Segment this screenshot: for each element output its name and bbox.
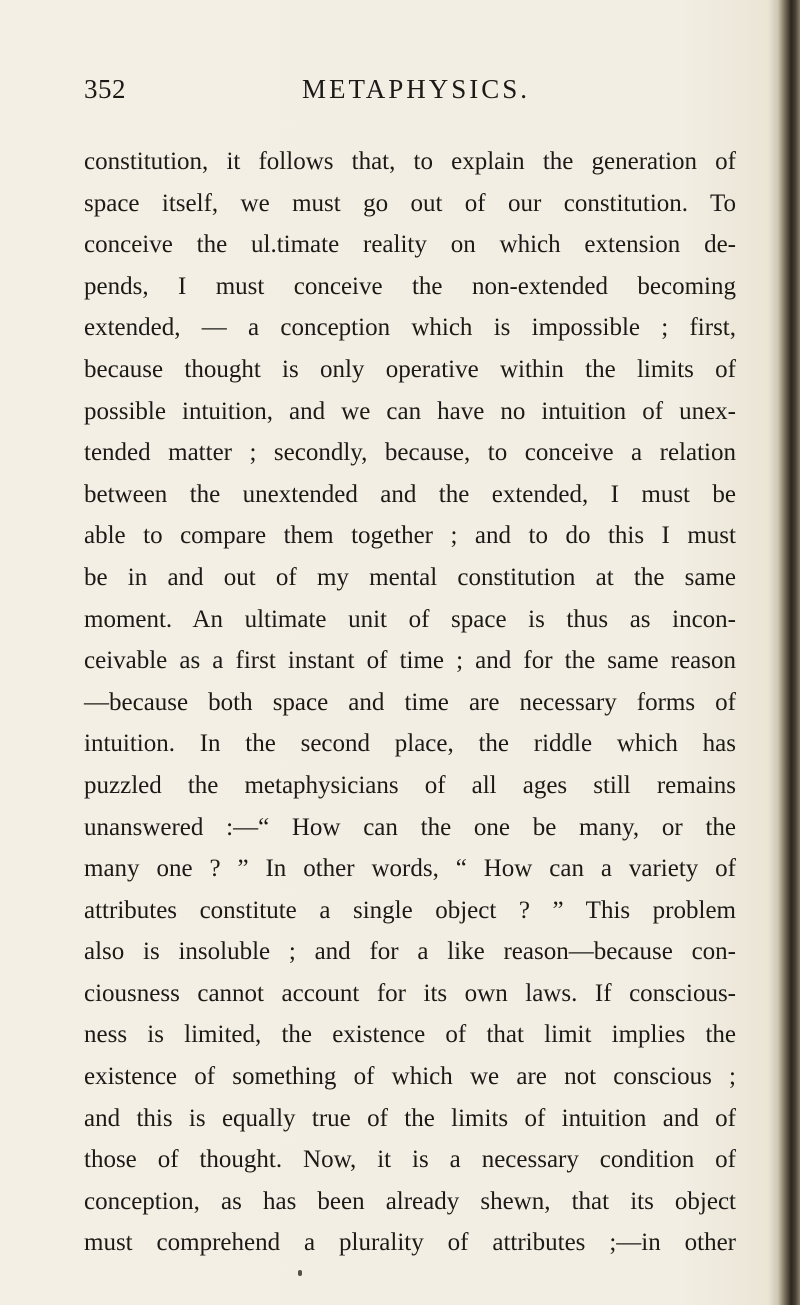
text-line: must comprehend a plurality of attributes ;—in other [84,1229,736,1257]
book-edge [778,0,800,1305]
body-text [84,141,736,1264]
running-head [84,74,736,114]
running-title: METAPHYSICS. [301,74,531,104]
text-line: puzzled the metaphysicians of all ages still remains [84,771,736,799]
text-line: existence of something of which we are not conscious ; [84,1063,736,1091]
page-number: 352 [84,74,126,104]
text-line: intuition. In the second place, the riddle which has [84,730,736,758]
ink-speck [298,1270,302,1276]
text-line: extended, — a conception which is impossible ; first, [84,314,736,342]
text-line: be in and out of my mental constitution at the same [84,563,736,591]
text-line: between the unextended and the extended, I must be [84,480,736,508]
text-line: —because both space and time are necessary forms of [84,688,736,716]
text-line: constitution, it follows that, to explain the generation of [84,148,736,175]
text-line: pends, I must conceive the non-extended becoming [84,272,736,300]
text-line: attributes constitute a single object ? ” This problem [84,896,736,924]
text-line: ceivable as a first instant of time ; and for the same reason [84,647,736,675]
text-line: conception, as has been already shewn, that its object [84,1187,736,1215]
text-line: possible intuition, and we can have no intuition of unex- [84,397,736,425]
text-line: because thought is only operative within the limits of [84,355,736,383]
text-line: many one ? ” In other words, “ How can a variety of [84,855,736,883]
text-line: unanswered :—“ How can the one be many, or the [84,813,736,841]
text-line: tended matter ; secondly, because, to conceive a relation [84,439,736,467]
text-line: moment. An ultimate unit of space is thus as incon- [84,605,736,633]
text-line: able to compare them together ; and to do this I must [84,522,736,550]
text-line: and this is equally true of the limits of intuition and of [84,1104,736,1132]
text-line: ness is limited, the existence of that limit implies the [84,1021,736,1049]
text-line: conceive the ul.timate reality on which extension de- [84,231,736,259]
page-gutter-shadow [768,0,778,1305]
text-line: space itself, we must go out of our constitution. To [84,189,736,217]
text-line: also is insoluble ; and for a like reason—because con- [84,938,736,966]
text-line: ciousness cannot account for its own laws. If conscious- [84,979,736,1007]
text-line: those of thought. Now, it is a necessary condition of [84,1146,736,1174]
